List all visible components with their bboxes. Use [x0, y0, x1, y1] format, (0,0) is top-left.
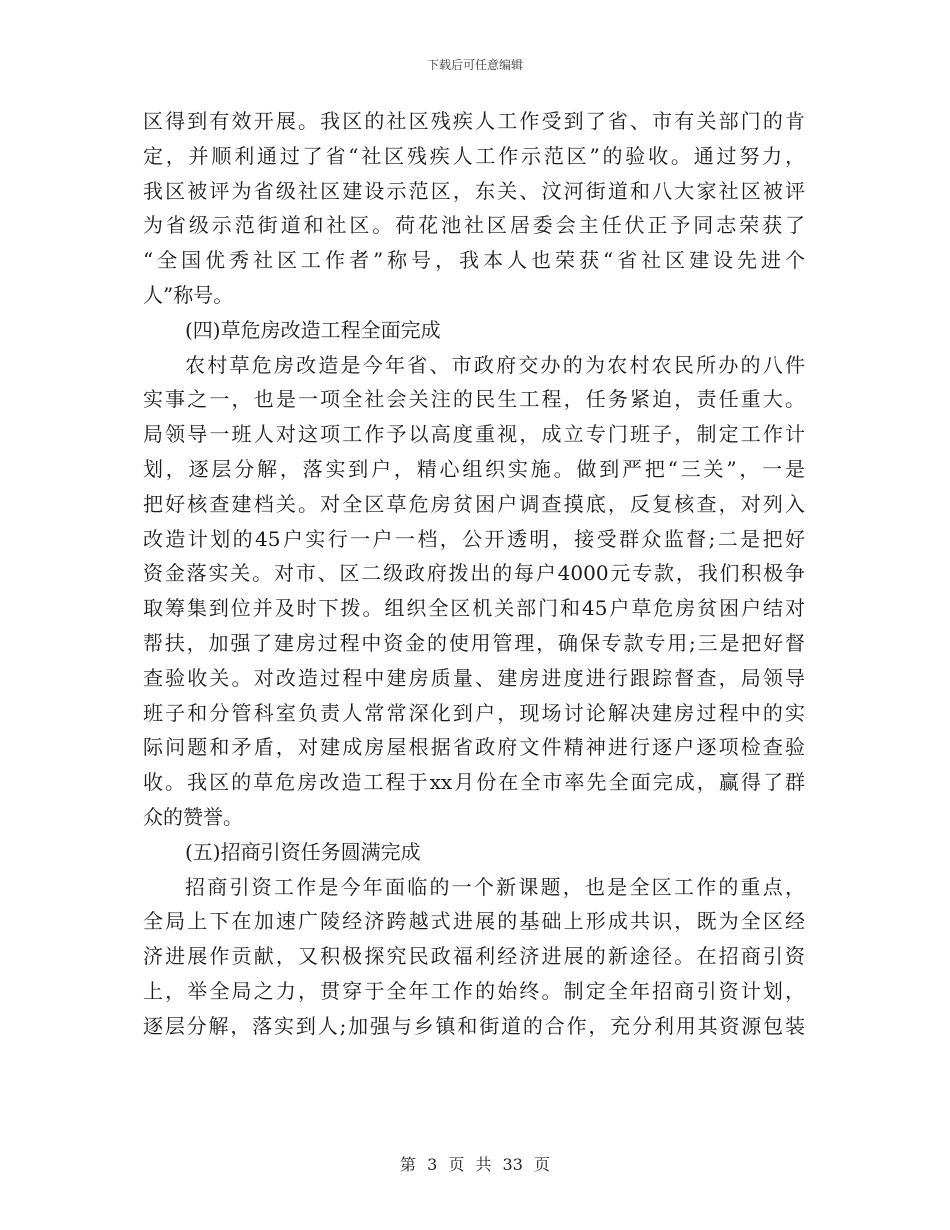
section-heading: (五)招商引资任务圆满完成: [185, 839, 421, 864]
section-heading: (四)草危房改造工程全面完成: [185, 317, 441, 342]
text-line: 全局上下在加速广陵经济跨越式进展的基础上形成共识，既为全区经: [143, 909, 805, 934]
text-line: 为省级示范街道和社区。荷花池社区居委会主任伏正予同志荣获了: [143, 213, 805, 238]
text-line: 帮扶，加强了建房过程中资金的使用管理，确保专款专用;三是把好督: [143, 630, 805, 655]
page-number: 第 3 页 共 33 页: [400, 1155, 550, 1174]
text-line: 上，举全局之力，贯穿于全年工作的始终。制定全年招商引资计划，: [143, 978, 805, 1003]
text-line: 人”称号。: [143, 282, 234, 307]
text-line: 局领导一班人对这项工作予以高度重视，成立专门班子，制定工作计: [143, 422, 805, 447]
text-line: 班子和分管科室负责人常常深化到户，现场讨论解决建房过程中的实: [143, 700, 805, 725]
text-line: 改造计划的45户实行一户一档，公开透明，接受群众监督;二是把好: [143, 526, 805, 551]
text-line: 取筹集到位并及时下拨。组织全区机关部门和45户草危房贫困户结对: [143, 596, 805, 621]
text-line: 实事之一，也是一项全社会关注的民生工程，任务紧迫，责任重大。: [143, 387, 805, 412]
text-line: 际问题和矛盾，对建成房屋根据省政府文件精神进行逐户逐项检查验: [143, 735, 805, 760]
text-line: 逐层分解，落实到人;加强与乡镇和街道的合作，充分利用其资源包装: [143, 1013, 805, 1038]
page-header: 下载后可任意编辑: [426, 58, 523, 72]
text-line: 划，逐层分解，落实到户，精心组织实施。做到严把“三关”，一是: [143, 456, 805, 481]
text-line: 把好核查建档关。对全区草危房贫困户调查摸底，反复核查，对列入: [143, 491, 805, 516]
text-line: 资金落实关。对市、区二级政府拨出的每户4000元专款，我们积极争: [143, 561, 805, 586]
text-line: 查验收关。对改造过程中建房质量、建房进度进行跟踪督查，局领导: [143, 665, 805, 690]
document-body: [143, 104, 805, 1044]
text-line: 众的赞誉。: [143, 804, 243, 829]
text-line: 收。我区的草危房改造工程于xx月份在全市率先全面完成，赢得了群: [143, 770, 805, 795]
text-line: “全国优秀社区工作者”称号，我本人也荣获“省社区建设先进个: [143, 248, 805, 273]
text-line: 招商引资工作是今年面临的一个新课题，也是全区工作的重点，: [185, 874, 805, 899]
text-line: 定，并顺利通过了省“社区残疾人工作示范区”的验收。通过努力，: [143, 143, 805, 168]
text-line: 我区被评为省级社区建设示范区，东关、汶河街道和八大家社区被评: [143, 178, 805, 203]
text-line: 农村草危房改造是今年省、市政府交办的为农村农民所办的八件: [185, 352, 805, 377]
text-line: 区得到有效开展。我区的社区残疾人工作受到了省、市有关部门的肯: [143, 109, 805, 133]
text-line: 济进展作贡献，又积极探究民政福利经济进展的新途径。在招商引资: [143, 944, 805, 969]
